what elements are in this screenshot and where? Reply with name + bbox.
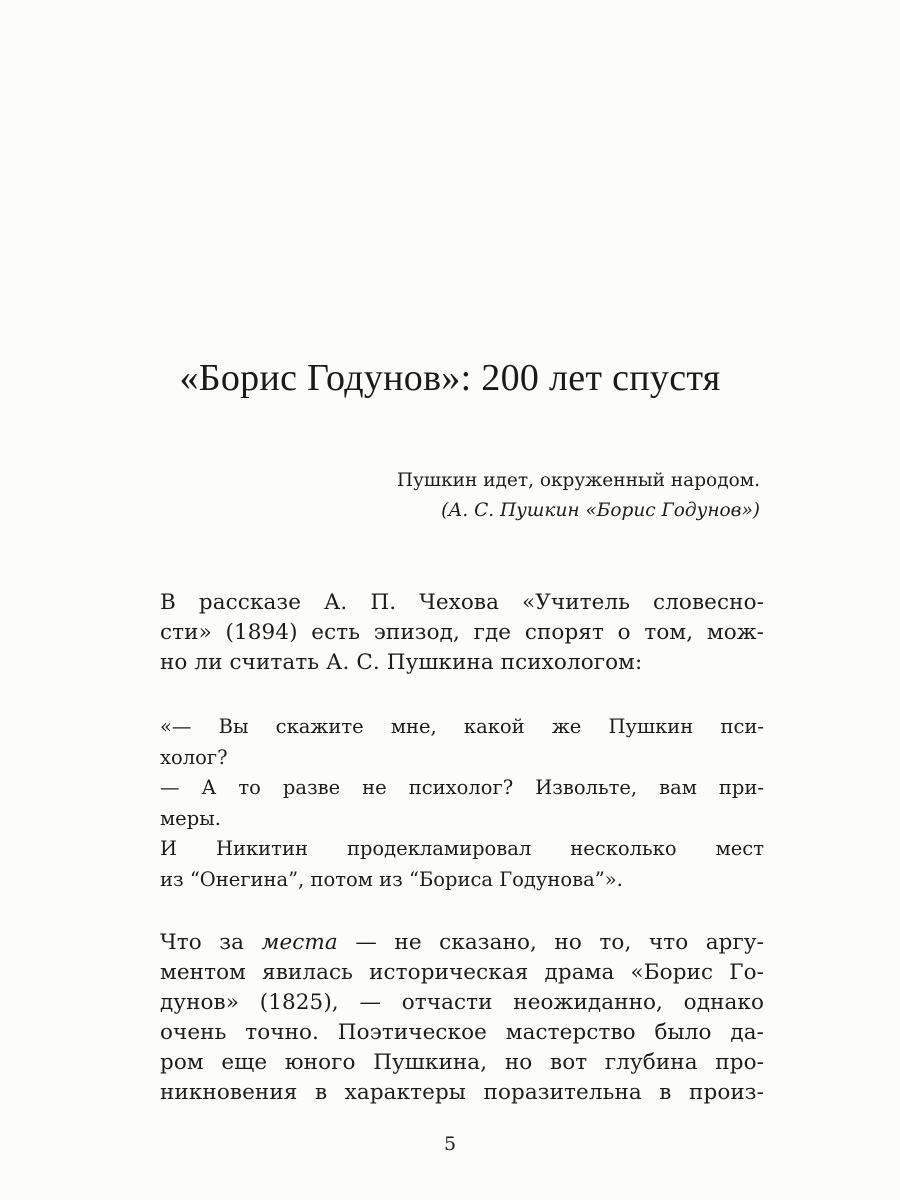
quote-line: из “Онегина”, потом из “Бориса Годунова”». — [160, 867, 623, 891]
quote-line: холог? — [160, 745, 228, 769]
block-quote — [160, 712, 764, 895]
text-line: дунов» (1825), — отчасти неожиданно, однако — [160, 990, 764, 1015]
text-line: но ли считать А. С. Пушкина психологом: — [160, 650, 643, 675]
text-line — [160, 928, 764, 958]
page-number: 5 — [443, 1133, 457, 1155]
text-fragment: — не сказано, но то, что аргу- — [337, 930, 765, 955]
text-fragment: Что за — [160, 930, 262, 955]
text-line: сти» (1894) есть эпизод, где спорят о том, мож- — [160, 620, 764, 645]
text-line: ром еще юного Пушкина, но вот глубина про- — [160, 1050, 764, 1075]
emphasis-text: места — [261, 930, 338, 955]
quote-line: меры. — [160, 806, 221, 830]
quote-line: «— Вы скажите мне, какой же Пушкин пси- — [160, 715, 764, 738]
epigraph — [397, 466, 760, 526]
epigraph-source: (А. С. Пушкин «Борис Годунов») — [441, 500, 760, 521]
quote-line: — А то разве не психолог? Извольте, вам при- — [160, 776, 764, 799]
text-line: очень точно. Поэтическое мастерство было да- — [160, 1020, 764, 1045]
text-line: никновения в характеры поразительна в произ- — [160, 1080, 764, 1105]
paragraph-2 — [160, 928, 764, 1108]
text-line: В рассказе А. П. Чехова «Учитель словесно- — [160, 590, 764, 615]
text-line: ментом явилась историческая драма «Борис Го- — [160, 960, 764, 985]
chapter-title: «Борис Годунов»: 200 лет спустя — [179, 357, 721, 399]
quote-line: И Никитин продекламировал несколько мест — [160, 837, 764, 860]
paragraph-1 — [160, 588, 764, 678]
epigraph-text: Пушкин идет, окруженный народом. — [396, 470, 760, 491]
